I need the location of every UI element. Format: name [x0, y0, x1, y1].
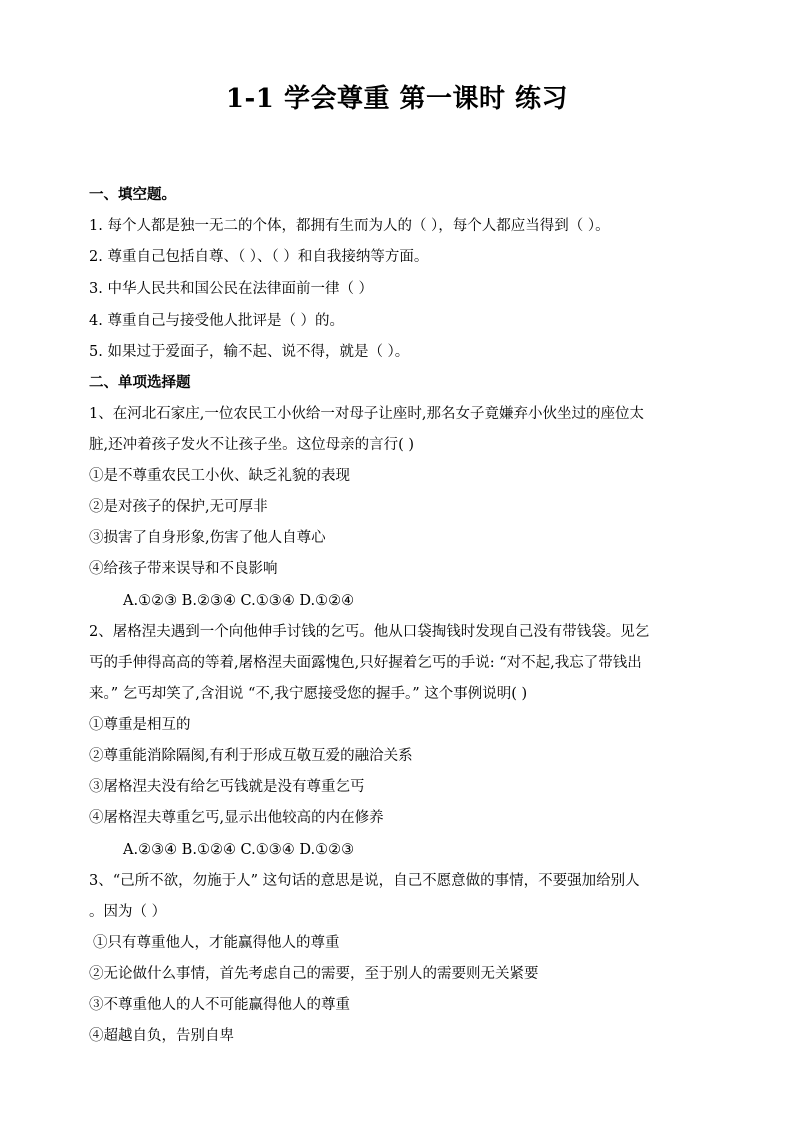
- q2-statement-1: ①尊重是相互的: [89, 717, 191, 733]
- section-heading-fill-in: 一、填空题。: [89, 186, 176, 203]
- q1-statement-2: ②是对孩子的保护,无可厚非: [89, 499, 268, 515]
- page-title: 1-1 学会尊重 第一课时 练习: [225, 84, 569, 114]
- q2-statement-2: ②尊重能消除隔阂,有利于形成互敬互爱的融洽关系: [89, 748, 413, 764]
- q3-statement-3: ③不尊重他人的人不可能赢得他人的尊重: [89, 997, 350, 1013]
- fill-question-4: 4. 尊重自己与接受他人批评是（ ）的。: [89, 313, 345, 329]
- q1-stem-line-2: 脏,还冲着孩子发火不让孩子坐。这位母亲的言行( ): [89, 437, 415, 453]
- q1-statement-1: ①是不尊重农民工小伙、缺乏礼貌的表现: [89, 468, 350, 484]
- q2-statement-3: ③屠格涅夫没有给乞丐钱就是没有尊重乞丐: [89, 779, 365, 795]
- q1-statement-3: ③损害了自身形象,伤害了他人自尊心: [89, 530, 326, 546]
- fill-question-3: 3. 中华人民共和国公民在法律面前一律（ ）: [89, 281, 374, 297]
- fill-question-2: 2. 尊重自己包括自尊、（ ）、（ ）和自我接纳等方面。: [89, 249, 429, 265]
- q3-statement-2: ②无论做什么事情，首先考虑自己的需要，至于别人的需要则无关紧要: [89, 966, 539, 982]
- q3-statement-4: ④超越自负，告别自卑: [89, 1028, 234, 1044]
- q2-stem-line-2: 丐的手伸得高高的等着,屠格涅夫面露愧色,只好握着乞丐的手说: “对不起,我忘了带钱出: [89, 655, 642, 671]
- q1-options: A.①②③ B.②③④ C.①③④ D.①②④: [123, 593, 355, 609]
- q3-stem-line-1: 3、“己所不欲，勿施于人” 这句话的意思是说，自己不愿意做的事情，不要强加给别人: [89, 873, 640, 889]
- q1-statement-4: ④给孩子带来误导和不良影响: [89, 561, 278, 577]
- q2-options: A.②③④ B.①②④ C.①③④ D.①②③: [123, 842, 355, 858]
- q1-stem-line-1: 1、在河北石家庄,一位农民工小伙给一对母子让座时,那名女子竟嫌弃小伙坐过的座位太: [89, 406, 644, 422]
- q3-statement-1: ①只有尊重他人，才能赢得他人的尊重: [93, 935, 340, 951]
- section-heading-single-choice: 二、单项选择题: [89, 374, 191, 391]
- fill-question-5: 5. 如果过于爱面子，输不起、说不得，就是（ ）。: [89, 344, 410, 360]
- fill-question-1: 1. 每个人都是独一无二的个体，都拥有生而为人的（ ），每个人都应当得到（ ）。: [89, 218, 610, 234]
- q2-statement-4: ④屠格涅夫尊重乞丐,显示出他较高的内在修养: [89, 810, 384, 826]
- q2-stem-line-3: 来。” 乞丐却笑了,含泪说 “不,我宁愿接受您的握手。” 这个事例说明( ): [89, 686, 528, 702]
- q3-stem-line-2: 。因为（ ）: [89, 904, 167, 920]
- q2-stem-line-1: 2、屠格涅夫遇到一个向他伸手讨钱的乞丐。他从口袋掏钱时发现自己没有带钱袋。见乞: [89, 624, 650, 640]
